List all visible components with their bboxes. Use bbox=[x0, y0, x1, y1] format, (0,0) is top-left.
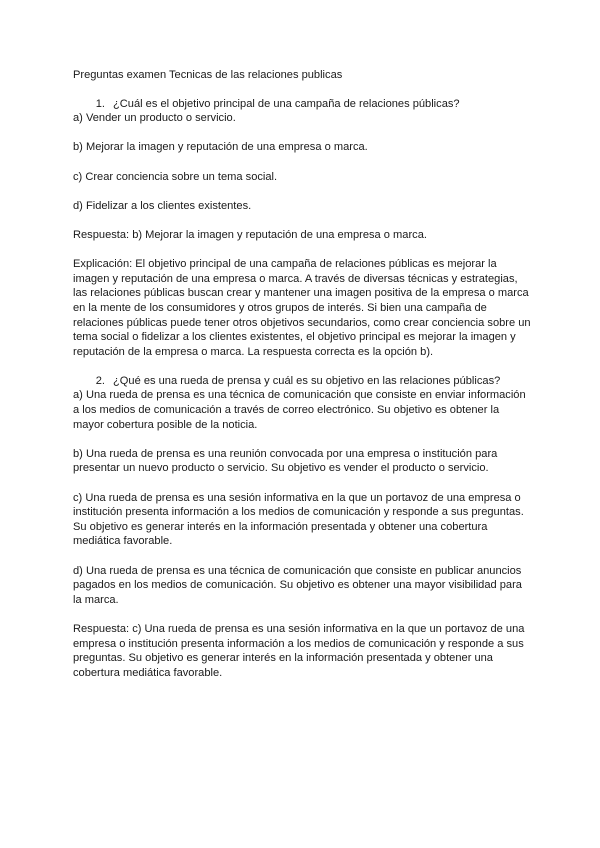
question-2-answer: Respuesta: c) Una rueda de prensa es una sesión informativa en la que un portavoz de una empresa o institución presenta información a los medios de comunicación y responde a sus preguntas. Su objetivo es generar interés en la información presentada y obtener una cobertura mediática favorable. bbox=[73, 622, 525, 679]
question-1-explanation: Explicación: El objetivo principal de una campaña de relaciones públicas es mejorar la imagen y reputación de una empresa o marca. A través de diversas técnicas y estrategias, las relaciones públicas buscan crear y mantener una imagen positiva de la empresa o marca en la mente de los consumidores y otros grupos de interés. Si bien una campaña de relaciones públicas puede tener otros objetivos secundarios, como crear conciencia sobre un tema social o fidelizar a los clientes existentes, el objetivo principal es mejorar la imagen y reputación de la empresa o marca. La respuesta correcta es la opción b). bbox=[73, 258, 531, 358]
question-2-option-d: d) Una rueda de prensa es una técnica de comunicación que consiste en publicar anuncios pagados en los medios de comunicación. Su objetivo es obtener una mayor visibilidad para la marca. bbox=[73, 564, 522, 606]
question-2-text: ¿Qué es una rueda de prensa y cuál es su objetivo en las relaciones públicas? bbox=[113, 374, 501, 387]
question-2-option-b: b) Una rueda de prensa es una reunión convocada por una empresa o institución para presentar un nuevo producto o servicio. Su objetivo es vender el producto o servicio. bbox=[73, 447, 498, 475]
question-2-option-c: c) Una rueda de prensa es una sesión informativa en la que un portavoz de una empresa o institución presenta información a los medios de comunicación y responde a sus preguntas. Su objetivo es generar interés en la información presentada y obtener una cobertura mediática favorable. bbox=[73, 491, 524, 548]
question-1-answer: Respuesta: b) Mejorar la imagen y reputación de una empresa o marca. bbox=[73, 228, 427, 241]
question-2-option-a: a) Una rueda de prensa es una técnica de comunicación que consiste en enviar información a los medios de comunicación a través de correo electrónico. Su objetivo es obtener la mayor cobertura posible de la noticia. bbox=[73, 389, 526, 431]
question-2-number: 2. bbox=[95, 374, 105, 387]
question-1-option-a: a) Vender un producto o servicio. bbox=[73, 112, 236, 125]
question-1-option-d: d) Fidelizar a los clientes existentes. bbox=[73, 199, 252, 212]
document-body bbox=[73, 68, 533, 680]
question-1-text: ¿Cuál es el objetivo principal de una campaña de relaciones públicas? bbox=[113, 97, 460, 110]
question-1-number: 1. bbox=[95, 97, 105, 110]
question-1-option-b: b) Mejorar la imagen y reputación de una empresa o marca. bbox=[73, 141, 368, 154]
question-2 bbox=[73, 374, 533, 389]
question-1-option-c: c) Crear conciencia sobre un tema social. bbox=[73, 170, 278, 183]
document-title: Preguntas examen Tecnicas de las relaciones publicas bbox=[73, 69, 343, 81]
question-1 bbox=[73, 97, 533, 112]
